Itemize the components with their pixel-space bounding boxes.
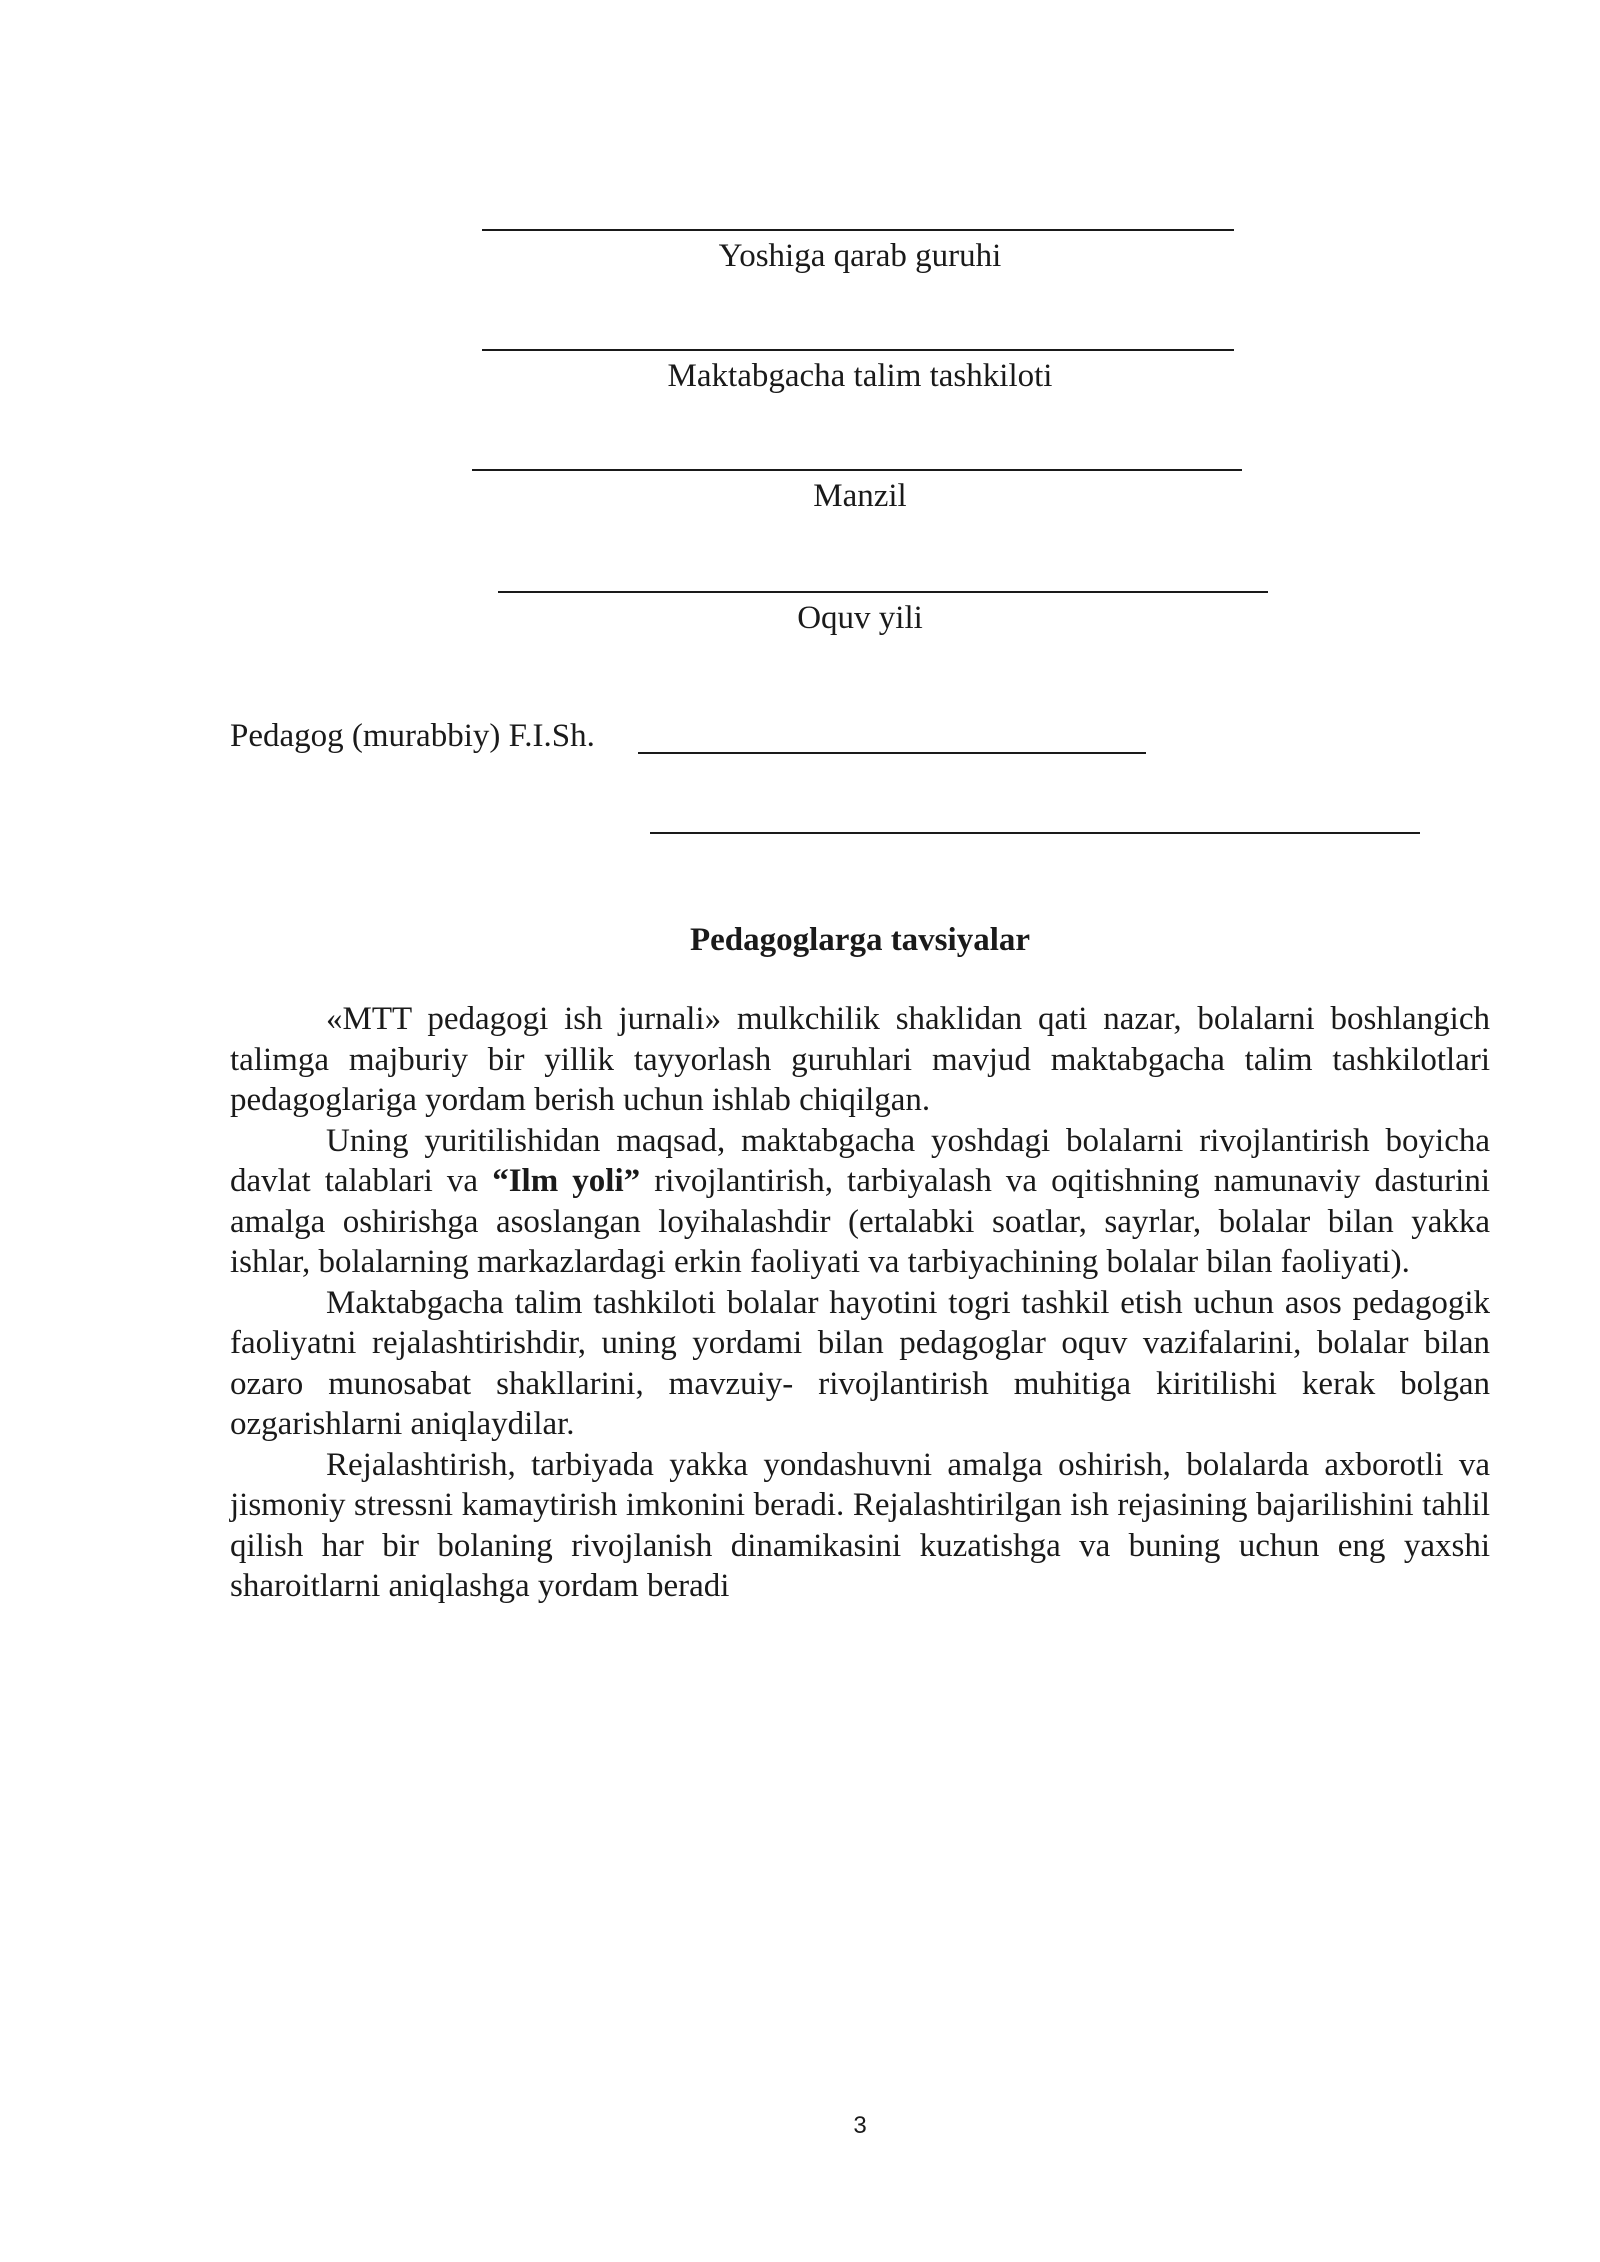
year-label: Oquv yili (797, 600, 923, 636)
paragraph-1: «MTT pedagogi ish jurnali» mulkchilik shaklidan qati nazar, bolalarni boshlangich talimga majburiy bir yillik tayyorlash guruhlari mavjud maktabgacha talim tashkilotlari pedagoglariga yordam berish uchun ishlab chiqilgan. (230, 1001, 1490, 1118)
section-title: Pedagoglarga tavsiyalar (689, 922, 1031, 958)
paragraph-2 (230, 1121, 1490, 1283)
recommendations-text (230, 999, 1490, 1607)
pedagog-name-blank-line[interactable] (638, 752, 1146, 754)
address-blank-line[interactable] (472, 469, 1242, 471)
paragraph-4: Rejalashtirish, tarbiyada yakka yondashuvni amalga oshirish, bolalarda axborotli va jismoniy stressni kamaytirish imkonini beradi. Rejalashtirilgan ish rejasining bajarilishini tahlil qilish har bir bolaning rivojlanish dinamikasini kuzatishga va buning uchun eng yaxshi sharoitlarni aniqlashga yordam beradi (230, 1446, 1490, 1604)
year-blank-line[interactable] (498, 591, 1268, 593)
address-label: Manzil (813, 478, 907, 514)
group-label: Yoshiga qarab guruhi (718, 238, 1002, 274)
pedagog-label: Pedagog (murabbiy) F.I.Sh. (230, 718, 595, 754)
paragraph-2-end: rivojlantirish, tarbiyalash va oqitishning namunaviy dasturini amalga oshirishga asoslangan loyihalashdir (ertalabki soatlar, sayrlar, bolalar bilan yakka ishlar, bolalarning markazlardagi erkin faoliyati va tarbiyachining bolalar bilan faoliyati). (230, 1163, 1490, 1280)
pedagog-name-blank-line-2[interactable] (650, 832, 1420, 834)
page-number: 3 (853, 2112, 867, 2139)
organization-blank-line[interactable] (482, 349, 1234, 351)
program-name: “Ilm yoli” (492, 1163, 641, 1199)
organization-label: Maktabgacha talim tashkiloti (667, 358, 1053, 394)
group-blank-line[interactable] (482, 229, 1234, 231)
paragraph-3: Maktabgacha talim tashkiloti bolalar hayotini togri tashkil etish uchun asos pedagogik faoliyatni rejalashtirishdir, uning yordami bilan pedagoglar oquv vazifalarini, bolalar bilan ozaro munosabat shakllarini, mavzuiy- rivojlantirish muhitiga kiritilishi kerak bolgan ozgarishlarni aniqlaydilar. (230, 1284, 1490, 1442)
pedagog-name-row (230, 716, 595, 756)
paragraph-2-start: Uning yuritilishidan maqsad, maktabgacha yoshdagi bolalarni rivojlantirish boyicha davlat talablari va (230, 1122, 1490, 1199)
